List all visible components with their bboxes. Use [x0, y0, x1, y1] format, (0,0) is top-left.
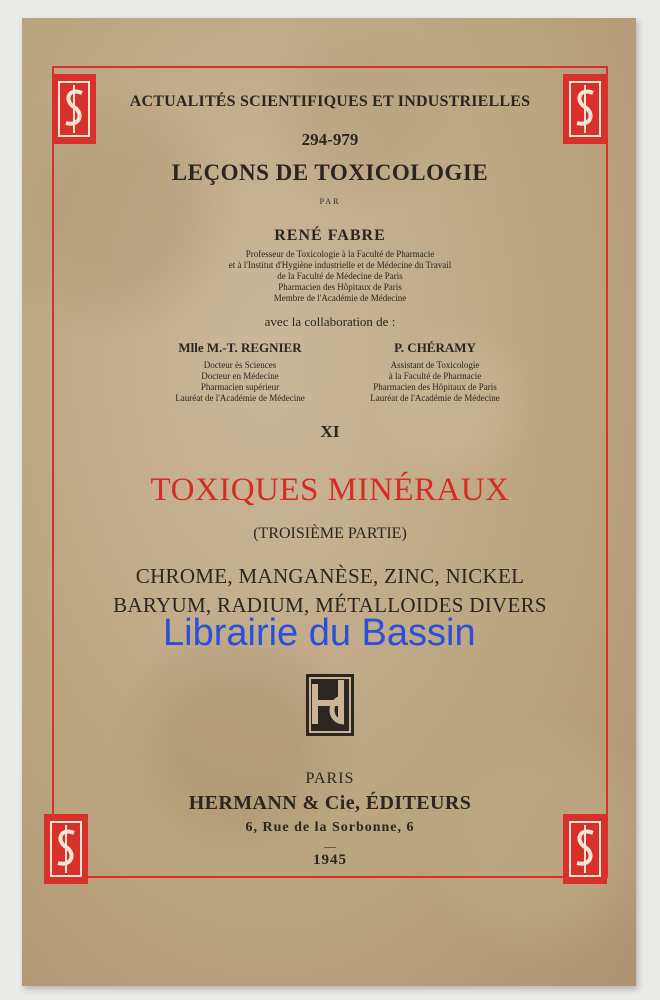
credit-line: Docteur en Médecine [201, 371, 279, 381]
publisher: HERMANN & Cie, ÉDITEURS [188, 792, 472, 814]
credit-line: à la Faculté de Pharmacie [388, 371, 482, 381]
topic-line: BARYUM, RADIUM, MÉTALLOIDES DIVERS [113, 593, 547, 617]
credit-line: Pharmacien des Hôpitaux de Paris [373, 382, 497, 392]
credit-line: et à l'Institut d'Hygiène industrielle et de Médecine du Travail [228, 260, 452, 270]
author-name: RENÉ FABRE [274, 227, 386, 244]
book-title: LEÇONS DE TOXICOLOGIE [171, 160, 489, 185]
city: PARIS [305, 770, 355, 787]
credit-line: Pharmacien des Hôpitaux de Paris [278, 282, 402, 292]
publication-year: 1945 [313, 852, 347, 868]
address: 6, Rue de la Sorbonne, 6 [245, 820, 415, 835]
author-credits [190, 249, 490, 304]
volume-number: XI [320, 422, 340, 441]
credit-line: Lauréat de l'Académie de Médecine [175, 393, 305, 403]
collaborator-name: Mlle M.-T. REGNIER [178, 340, 302, 355]
series-number: 294-979 [301, 130, 359, 149]
publisher-logo-icon [298, 670, 362, 740]
credit-line: Professeur de Toxicologie à la Faculté de Pharmacie [245, 249, 435, 259]
credit-line: Pharmacien supérieur [200, 382, 280, 392]
main-title: TOXIQUES MINÉRAUX [150, 472, 510, 508]
topic-line: CHROME, MANGANÈSE, ZINC, NICKEL [135, 564, 525, 588]
collaboration-label: avec la collaboration de : [264, 314, 396, 329]
watermark-text: Librairie du Bassin [163, 612, 476, 654]
collaborator-credits [330, 360, 540, 404]
credit-line: Lauréat de l'Académie de Médecine [370, 393, 500, 403]
credit-line: Assistant de Toxicologie [390, 360, 480, 370]
by-label: PAR [319, 197, 341, 206]
collaborator-name: P. CHÉRAMY [394, 340, 476, 355]
subtitle: (TROISIÈME PARTIE) [253, 525, 407, 542]
credit-line: Membre de l'Académie de Médecine [273, 293, 407, 303]
divider-dash: — [324, 839, 336, 853]
credit-line: de la Faculté de Médecine de Paris [277, 271, 403, 281]
series-title: ACTUALITÉS SCIENTIFIQUES ET INDUSTRIELLES [129, 93, 531, 110]
credit-line: Docteur ès Sciences [203, 360, 277, 370]
collaborator-credits [130, 360, 350, 404]
